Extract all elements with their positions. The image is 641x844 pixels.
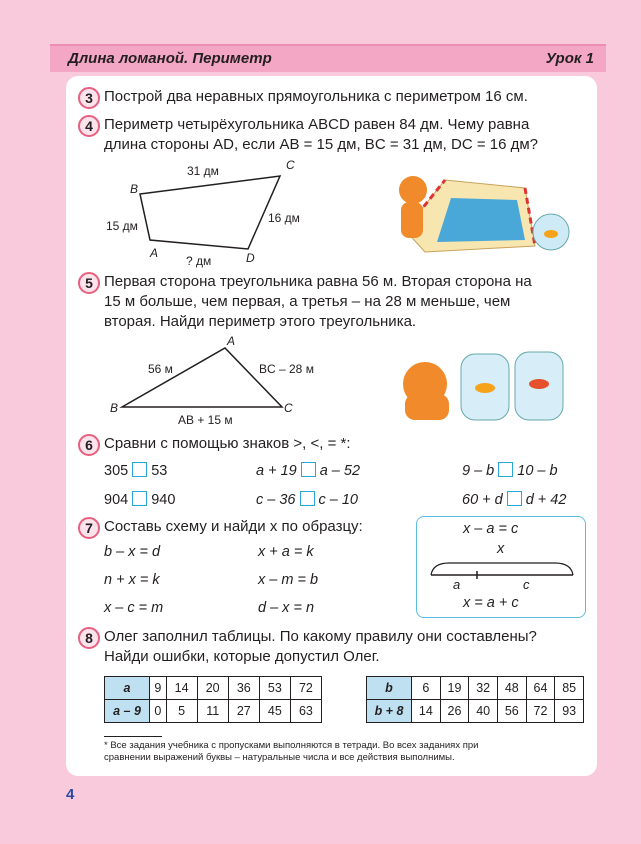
task-3-text: Построй два неравных прямоугольника с периметром 16 см. bbox=[104, 88, 528, 105]
example-a: a bbox=[453, 577, 461, 592]
compare-item: 305 53 bbox=[104, 463, 168, 479]
table-cell: 11 bbox=[197, 700, 228, 723]
table-cell: 9 bbox=[150, 677, 167, 700]
table-row bbox=[105, 677, 322, 700]
label-D: D bbox=[246, 251, 255, 265]
cat-aquarium-illustration bbox=[395, 338, 585, 424]
equation: x – m = b bbox=[258, 572, 319, 588]
task-7-text: Составь схему и найди x по образцу: bbox=[104, 518, 363, 535]
table-header-cell: a – 9 bbox=[105, 700, 150, 723]
table-cell: 72 bbox=[290, 677, 321, 700]
table-row bbox=[367, 700, 584, 723]
answer-box[interactable] bbox=[498, 462, 513, 477]
task-5-line-1: Первая сторона треугольника равна 56 м. Вторая сторона на bbox=[104, 273, 532, 290]
label-tri-C: C bbox=[284, 401, 293, 415]
footnote bbox=[104, 740, 584, 764]
task-number-4: 4 bbox=[78, 115, 100, 137]
example-box bbox=[416, 516, 586, 618]
compare-item: 60 + d d + 42 bbox=[462, 492, 567, 508]
table-cell: 6 bbox=[412, 677, 441, 700]
table-cell: 48 bbox=[497, 677, 526, 700]
footnote-line-2: сравнении выражений буквы – натуральные числа и все действия выполнимы. bbox=[104, 752, 455, 763]
task-6-text: Сравни с помощью знаков >, <, = *: bbox=[104, 435, 351, 452]
table-cell: 14 bbox=[412, 700, 441, 723]
answer-box[interactable] bbox=[132, 462, 147, 477]
equation: b – x = d bbox=[104, 544, 161, 560]
example-bottom: x = a + c bbox=[463, 595, 519, 611]
footnote-line-1: * Все задания учебника с пропусками выполняются в тетради. Во всех заданиях при bbox=[104, 740, 479, 751]
table-row bbox=[367, 677, 584, 700]
page-number: 4 bbox=[66, 786, 75, 803]
answer-box[interactable] bbox=[301, 462, 316, 477]
table-cell: 27 bbox=[228, 700, 259, 723]
label-tri-ac: BC – 28 м bbox=[259, 362, 314, 376]
table-cell: 26 bbox=[440, 700, 469, 723]
table-cell: 36 bbox=[228, 677, 259, 700]
compare-item: 904 940 bbox=[104, 492, 176, 508]
task-number-7: 7 bbox=[78, 517, 100, 539]
table-cell: 5 bbox=[166, 700, 197, 723]
table-a bbox=[104, 676, 322, 723]
table-header-cell: b bbox=[367, 677, 412, 700]
task-4-line-2: длина стороны AD, если AB = 15 дм, BC = 31 дм, DC = 16 дм? bbox=[104, 136, 539, 153]
answer-box[interactable] bbox=[300, 491, 315, 506]
compare-item: c – 36 c – 10 bbox=[256, 492, 358, 508]
compare-item: 9 – b 10 – b bbox=[462, 463, 558, 479]
table-header-cell: a bbox=[105, 677, 150, 700]
label-B: B bbox=[130, 182, 139, 196]
example-x: x bbox=[497, 541, 505, 557]
compare-item: a + 19 a – 52 bbox=[256, 463, 361, 479]
cat-pool-illustration bbox=[385, 160, 585, 256]
equation: d – x = n bbox=[258, 600, 315, 616]
table-cell: 53 bbox=[259, 677, 290, 700]
page-header bbox=[50, 44, 606, 72]
table-cell: 19 bbox=[440, 677, 469, 700]
example-c: c bbox=[523, 577, 530, 592]
task-5-line-2: 15 м больше, чем первая, а третья – на 28 м меньше, чем bbox=[104, 293, 511, 310]
task-8-line-2: Найди ошибки, которые допустил Олег. bbox=[104, 648, 380, 665]
table-row bbox=[105, 700, 322, 723]
table-cell: 72 bbox=[526, 700, 555, 723]
label-ad: ? дм bbox=[186, 254, 212, 268]
label-A: A bbox=[150, 246, 159, 260]
label-bc: 31 дм bbox=[187, 164, 219, 178]
table-cell: 93 bbox=[555, 700, 584, 723]
equation: x – c = m bbox=[104, 600, 164, 616]
label-tri-bc: AB + 15 м bbox=[178, 413, 233, 427]
table-header-cell: b + 8 bbox=[367, 700, 412, 723]
table-cell: 85 bbox=[555, 677, 584, 700]
equation: x + a = k bbox=[258, 544, 314, 560]
label-ab: 15 дм bbox=[106, 219, 138, 233]
label-C: C bbox=[286, 158, 295, 172]
triangle-figure bbox=[110, 340, 310, 420]
task-number-8: 8 bbox=[78, 627, 100, 649]
quadrilateral-shape bbox=[140, 176, 280, 249]
label-tri-B: B bbox=[110, 401, 119, 415]
triangle-shape bbox=[122, 348, 282, 407]
label-tri-A: A bbox=[227, 334, 236, 348]
table-cell: 32 bbox=[469, 677, 498, 700]
table-cell: 40 bbox=[469, 700, 498, 723]
task-4-line-1: Периметр четырёхугольника ABCD равен 84 дм. Чему равна bbox=[104, 116, 530, 133]
task-number-3: 3 bbox=[78, 87, 100, 109]
task-5-line-3: вторая. Найди периметр этого треугольника. bbox=[104, 313, 417, 330]
example-segment bbox=[429, 557, 575, 581]
table-cell: 56 bbox=[497, 700, 526, 723]
table-b bbox=[366, 676, 584, 723]
equation: n + x = k bbox=[104, 572, 160, 588]
task-number-5: 5 bbox=[78, 272, 100, 294]
table-cell: 20 bbox=[197, 677, 228, 700]
answer-box[interactable] bbox=[507, 491, 522, 506]
table-cell: 0 bbox=[150, 700, 167, 723]
table-cell: 45 bbox=[259, 700, 290, 723]
task-number-6: 6 bbox=[78, 434, 100, 456]
table-cell: 64 bbox=[526, 677, 555, 700]
label-dc: 16 дм bbox=[268, 211, 300, 225]
table-cell: 14 bbox=[166, 677, 197, 700]
label-tri-ba: 56 м bbox=[148, 362, 173, 376]
table-cell: 63 bbox=[290, 700, 321, 723]
footnote-divider bbox=[104, 736, 162, 737]
task-8-line-1: Олег заполнил таблицы. По какому правилу они составлены? bbox=[104, 628, 537, 645]
answer-box[interactable] bbox=[132, 491, 147, 506]
example-top: x – a = c bbox=[463, 521, 519, 537]
page-title: Длина ломаной. Периметр bbox=[68, 50, 272, 67]
lesson-label: Урок 1 bbox=[545, 50, 594, 67]
